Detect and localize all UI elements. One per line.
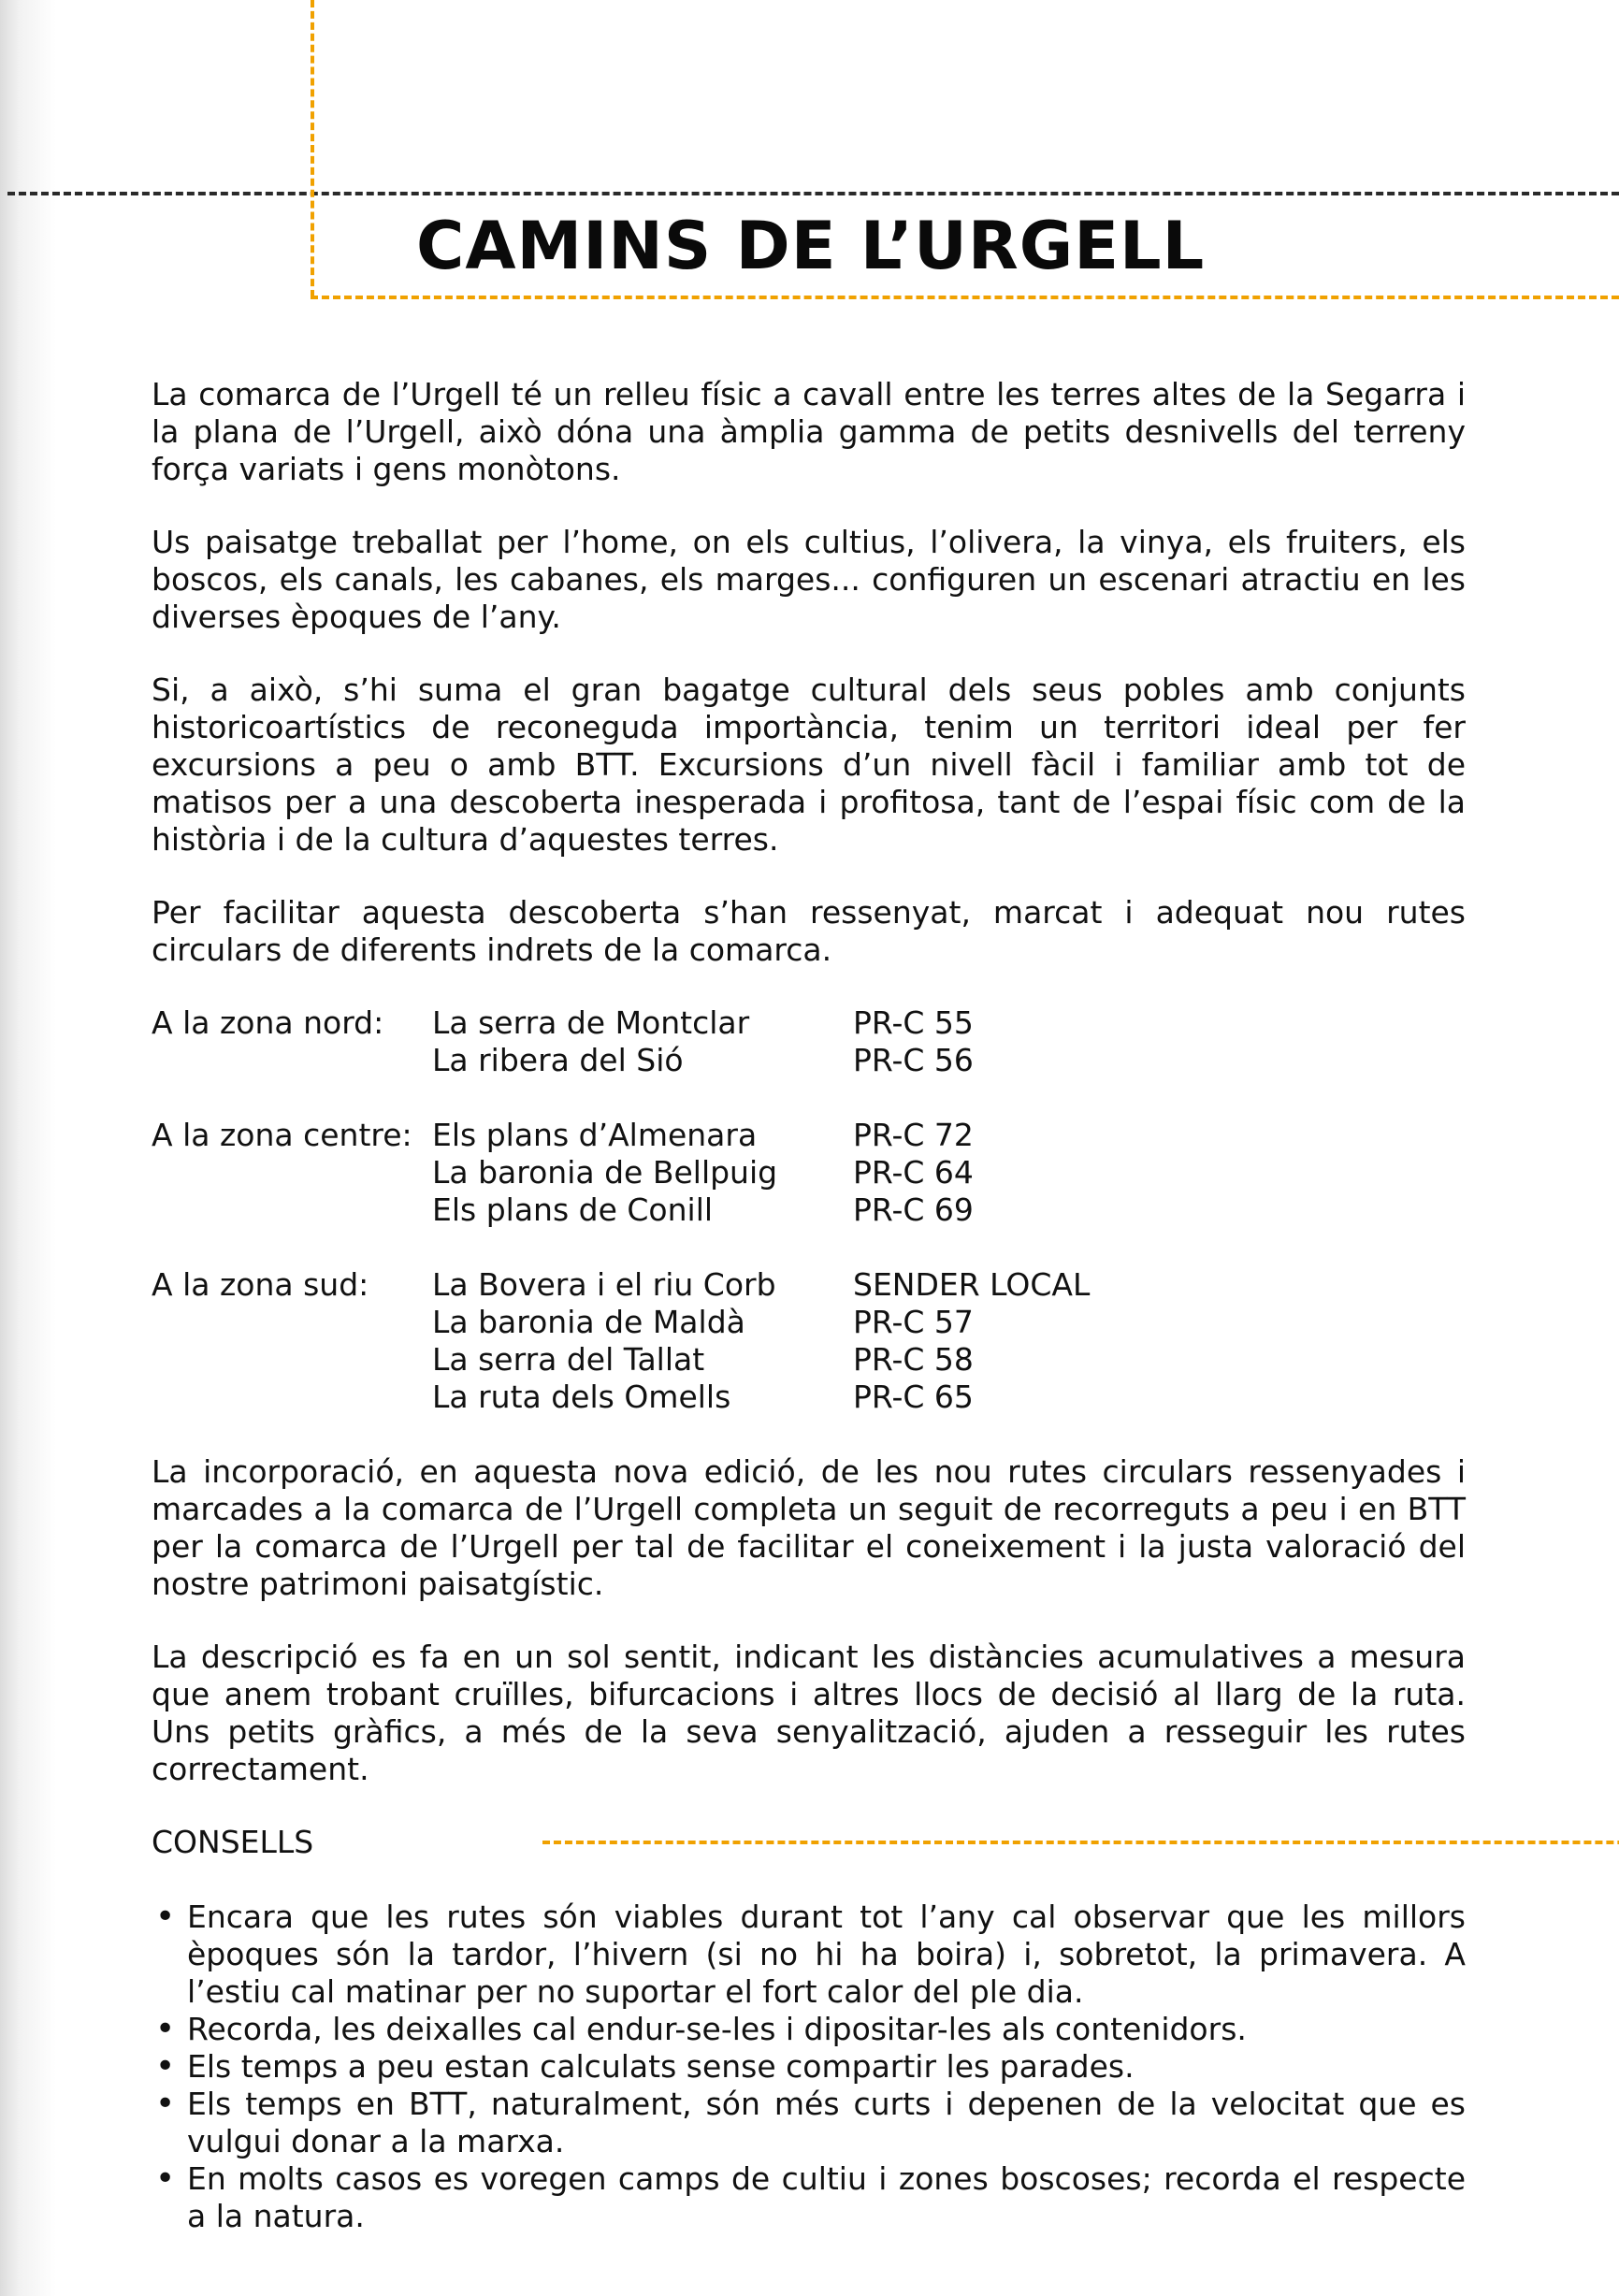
route-name: La baronia de Maldà [432,1304,745,1340]
route-name: La serra del Tallat [432,1341,705,1378]
route-code: PR-C 64 [853,1154,974,1191]
intro-paragraph-2: Us paisatge treballat per l’home, on els cultius, l’olivera, la vinya, els fruiters, els boscos, els canals, les cabanes, els marges... configuren un escenari atractiu en les diverses èpoques de l’any. [152,524,1466,635]
list-item: • Recorda, les deixalles cal endur-se-les i dipositar-les als contenidors. [152,2011,1466,2048]
page-edge-shadow [0,0,56,2296]
route-name: La Bovera i el riu Corb [432,1266,776,1303]
zone-north [152,1004,1466,1079]
orange-title-underline [311,296,1619,299]
route-code: PR-C 57 [853,1304,974,1340]
route-row [152,1117,1466,1154]
consells-title: CONSELLS [152,1824,314,1860]
route-name: La serra de Montclar [432,1004,750,1041]
route-row [152,1042,1466,1079]
intro-paragraph-1: La comarca de l’Urgell té un relleu físic a cavall entre les terres altes de la Segarra i la plana de l’Urgell, això dóna una àmplia gamma de petits desnivells del terreny força variats i gens monòtons. [152,376,1466,487]
list-item: • En molts casos es voregen camps de cultiu i zones boscoses; recorda el respecte a la natura. [152,2160,1466,2235]
closing-paragraph-2: La descripció es fa en un sol sentit, indicant les distàncies acumulatives a mesura que anem trobant cruïlles, bifurcacions i altres llocs de decisió al llarg de la ruta. Uns petits gràfics, a més de la seva senyalització, ajuden a resseguir les rutes correctament. [152,1639,1466,1787]
routes-list [152,1004,1466,1416]
route-row [152,1191,1466,1229]
route-row [152,1304,1466,1341]
route-name: La ribera del Sió [432,1042,684,1078]
route-code: PR-C 72 [853,1117,974,1153]
consells-dashed-rule [542,1841,1619,1844]
list-item: • Els temps a peu estan calculats sense compartir les parades. [152,2048,1466,2086]
zone-centre [152,1117,1466,1229]
route-row [152,1266,1466,1304]
route-name: La baronia de Bellpuig [432,1154,778,1191]
zone-label: A la zona sud: [152,1266,369,1303]
document-body [152,376,1466,2235]
top-dashed-rule [7,192,1619,195]
list-item: • Encara que les rutes són viables durant tot l’any cal observar que les millors èpoques són la tardor, l’hivern (si no hi ha boira) i, sobretot, la primavera. A l’estiu cal matinar per no suportar el fort calor del ple dia. [152,1899,1466,2011]
route-code: PR-C 56 [853,1042,974,1078]
zone-label: A la zona nord: [152,1004,384,1041]
list-item: • Els temps en BTT, naturalment, són més curts i depenen de la velocitat que es vulgui donar a la marxa. [152,2086,1466,2160]
route-row [152,1154,1466,1191]
zone-south [152,1266,1466,1416]
consells-list [152,1899,1466,2235]
route-code: PR-C 58 [853,1341,974,1378]
route-row [152,1379,1466,1416]
route-code: PR-C 69 [853,1191,974,1228]
page-title: CAMINS DE L’URGELL [416,208,1206,284]
route-name: La ruta dels Omells [432,1379,731,1415]
consells-section-header [152,1824,1466,1861]
closing-paragraph-1: La incorporació, en aquesta nova edició, de les nou rutes circulars ressenyades i marcades a la comarca de l’Urgell completa un seguit de recorreguts a peu i en BTT per la comarca de l’Urgell per tal de facilitar el coneixement i la justa valoració del nostre patrimoni paisatgístic. [152,1453,1466,1602]
route-code: PR-C 55 [853,1004,974,1041]
route-row [152,1341,1466,1379]
route-name: Els plans d’Almenara [432,1117,758,1153]
route-code: SENDER LOCAL [853,1266,1091,1303]
zone-label: A la zona centre: [152,1117,412,1153]
intro-paragraph-4: Per facilitar aquesta descoberta s’han ressenyat, marcat i adequat nou rutes circulars de diferents indrets de la comarca. [152,894,1466,968]
orange-vertical-dashed-rule [311,0,314,297]
route-code: PR-C 65 [853,1379,974,1415]
intro-paragraph-3: Si, a això, s’hi suma el gran bagatge cultural dels seus pobles amb conjunts historicoartístics de reconeguda importància, tenim un territori ideal per fer excursions a peu o amb BTT. Excursions d’un nivell fàcil i familiar amb tot de matisos per a una descoberta inesperada i profitosa, tant de l’espai físic com de la història i de la cultura d’aquestes terres. [152,671,1466,858]
route-name: Els plans de Conill [432,1191,714,1228]
route-row [152,1004,1466,1042]
